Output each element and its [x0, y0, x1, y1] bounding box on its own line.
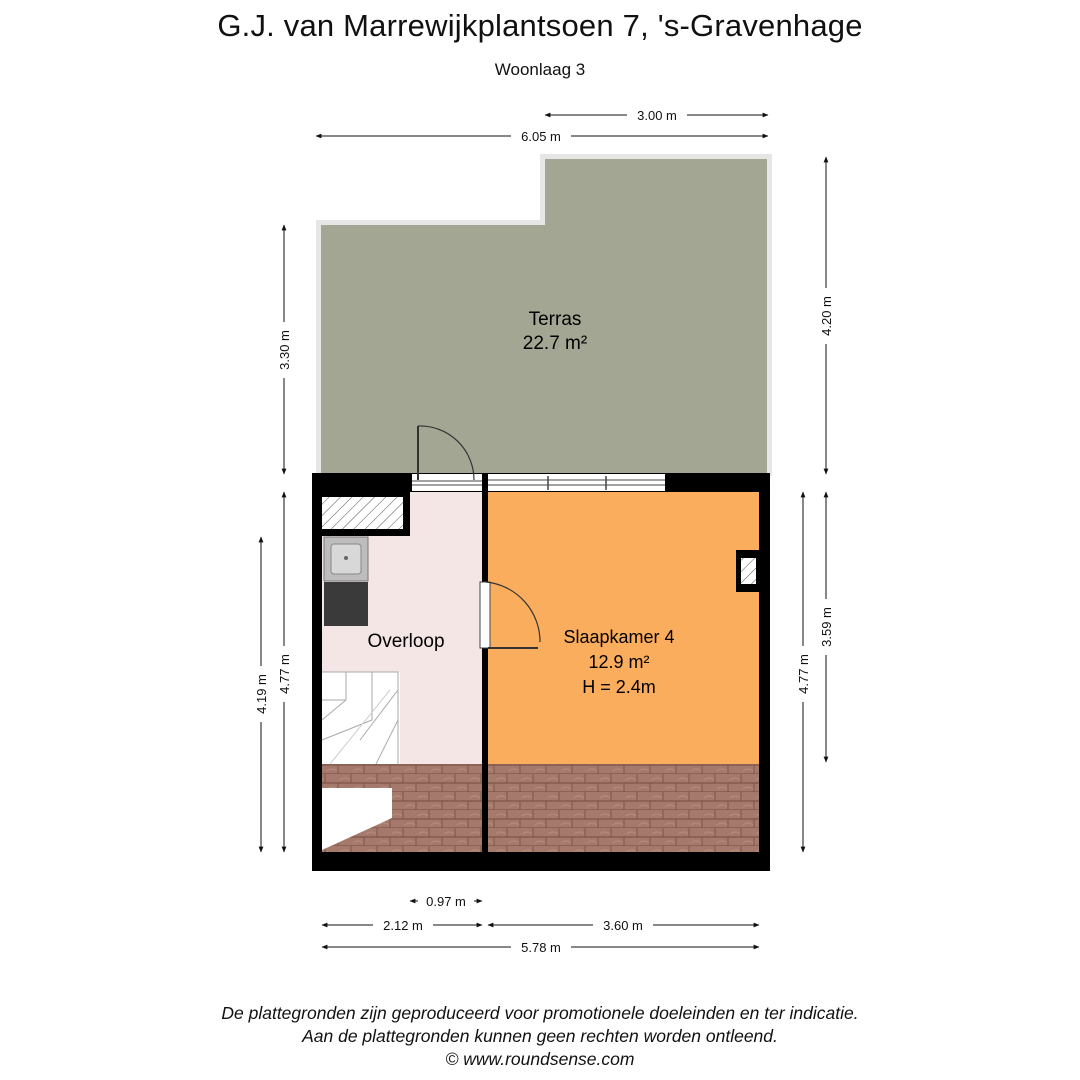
staircase: [322, 672, 400, 764]
terras-area: 22.7 m²: [522, 333, 588, 354]
dim-left-4-77: 4.77 m: [277, 654, 292, 694]
chimney: [736, 550, 760, 592]
page-title: G.J. van Marrewijkplantsoen 7, 's-Gravenhage: [217, 8, 863, 43]
overloop-name: Overloop: [367, 631, 445, 652]
boiler: [324, 582, 368, 626]
dim-bottom-3-60: 3.60 m: [603, 918, 643, 933]
terras-name: Terras: [528, 309, 582, 330]
dim-bottom-5-78: 5.78 m: [521, 940, 561, 955]
dim-top-3-00: 3.00 m: [637, 108, 677, 123]
interior-wall: [482, 480, 488, 854]
floor-level-subtitle: Woonlaag 3: [494, 60, 586, 79]
slaapkamer-area: 12.9 m²: [588, 652, 650, 672]
disclaimer: [0, 1002, 1080, 1071]
dim-top-6-05: 6.05 m: [521, 129, 561, 144]
utility-sink: [324, 537, 368, 581]
disclaimer-line-1: De plattegronden zijn geproduceerd voor promotionele doeleinden en ter indicatie.: [221, 1003, 859, 1023]
disclaimer-line-2: Aan de plattegronden kunnen geen rechten worden ontleend.: [302, 1026, 778, 1046]
copyright: © www.roundsense.com: [445, 1049, 635, 1069]
dim-bottom-2-12: 2.12 m: [383, 918, 423, 933]
slaapkamer-name: Slaapkamer 4: [563, 627, 675, 647]
slaapkamer-height: H = 2.4m: [582, 677, 656, 697]
dim-bottom-0-97: 0.97 m: [426, 894, 466, 909]
shaft: [322, 492, 410, 536]
dim-right-4-77: 4.77 m: [796, 654, 811, 694]
dim-right-3-59: 3.59 m: [819, 607, 834, 647]
facade-windows: [412, 474, 665, 491]
dim-right-4-20: 4.20 m: [819, 296, 834, 336]
dim-left-4-19: 4.19 m: [254, 674, 269, 714]
roof-slope-right: [488, 764, 759, 852]
dim-left-3-30: 3.30 m: [277, 330, 292, 370]
